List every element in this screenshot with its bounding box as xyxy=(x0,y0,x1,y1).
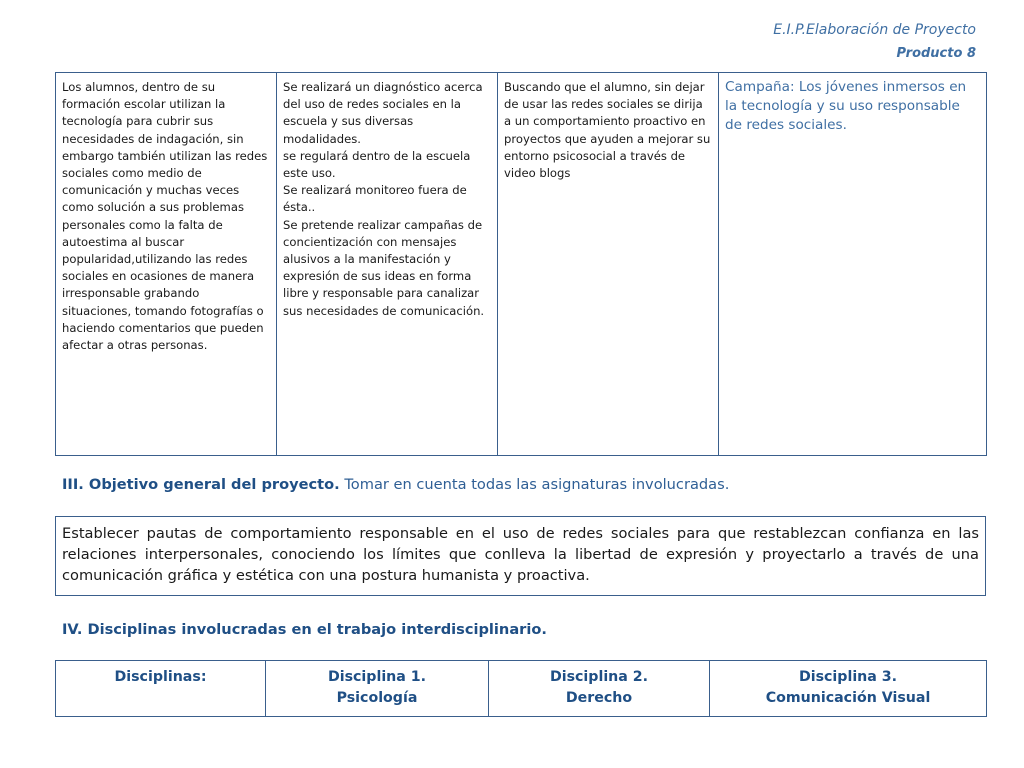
section-3-title: III. Objetivo general del proyecto. xyxy=(62,476,340,493)
discipline-3-cell xyxy=(710,661,987,717)
section-3-note: Tomar en cuenta todas las asignaturas involucradas. xyxy=(339,476,730,493)
disciplines-label-cell xyxy=(56,661,266,717)
disciplines-table xyxy=(55,660,987,717)
discipline-2-cell xyxy=(489,661,710,717)
document-header-title: E.I.P.Elaboración de Proyecto xyxy=(773,22,976,38)
general-objective-box: Establecer pautas de comportamiento responsable en el uso de redes sociales para que restablezcan confianza en las relaciones interpersonales, conociendo los límites que conlleva la libertad de expresión y proyectarlo a través de una comunicación gráfica y estética con una postura humanista y proactiva. xyxy=(55,516,986,596)
actions-line: Se pretende realizar campañas de concientización con mensajes alusivos a la manifestación y expresión de sus ideas en forma libre y responsable para canalizar sus necesidades de comunicación. xyxy=(283,217,485,318)
table-row xyxy=(56,73,987,456)
table-cell-actions xyxy=(277,73,498,456)
table-row xyxy=(56,661,987,717)
cell-line: Disciplina 2. xyxy=(549,669,649,685)
cell-line: Disciplinas: xyxy=(114,669,207,685)
cell-line: Psicología xyxy=(336,690,418,706)
cell-line: Disciplina 1. xyxy=(327,669,427,685)
table-cell-campaign: Campaña: Los jóvenes inmersos en la tecnología y su uso responsable de redes sociales. xyxy=(719,73,987,456)
table-cell-problem: Los alumnos, dentro de su formación escolar utilizan la tecnología para cubrir sus necesidades de indagación, sin embargo también utilizan las redes sociales como medio de comunicación y muchas veces como solución a sus problemas personales como la falta de autoestima al buscar popularidad,utilizando las redes sociales en ocasiones de manera irresponsable grabando situaciones, tomando fotografías o haciendo comentarios que pueden afectar a otras personas. xyxy=(56,73,277,456)
cell-line: Disciplina 3. xyxy=(798,669,898,685)
section-3-heading xyxy=(62,476,729,493)
table-cell-purpose: Buscando que el alumno, sin dejar de usar las redes sociales se dirija a un comportamiento proactivo en proyectos que ayuden a mejorar su entorno psicosocial a través de video blogs xyxy=(498,73,719,456)
document-header-subtitle: Producto 8 xyxy=(896,46,976,61)
section-4-heading: IV. Disciplinas involucradas en el trabajo interdisciplinario. xyxy=(62,621,547,638)
cell-line: Derecho xyxy=(565,690,633,706)
actions-line: Se realizará monitoreo fuera de ésta.. xyxy=(283,183,467,215)
discipline-1-cell xyxy=(266,661,489,717)
actions-line: se regulará dentro de la escuela este uso. xyxy=(283,148,471,181)
cell-line: Comunicación Visual xyxy=(765,690,931,706)
actions-line: Se realizará un diagnóstico acerca del uso de redes sociales en la escuela y sus diversas modalidades. xyxy=(283,80,483,146)
project-detail-table xyxy=(55,72,987,456)
